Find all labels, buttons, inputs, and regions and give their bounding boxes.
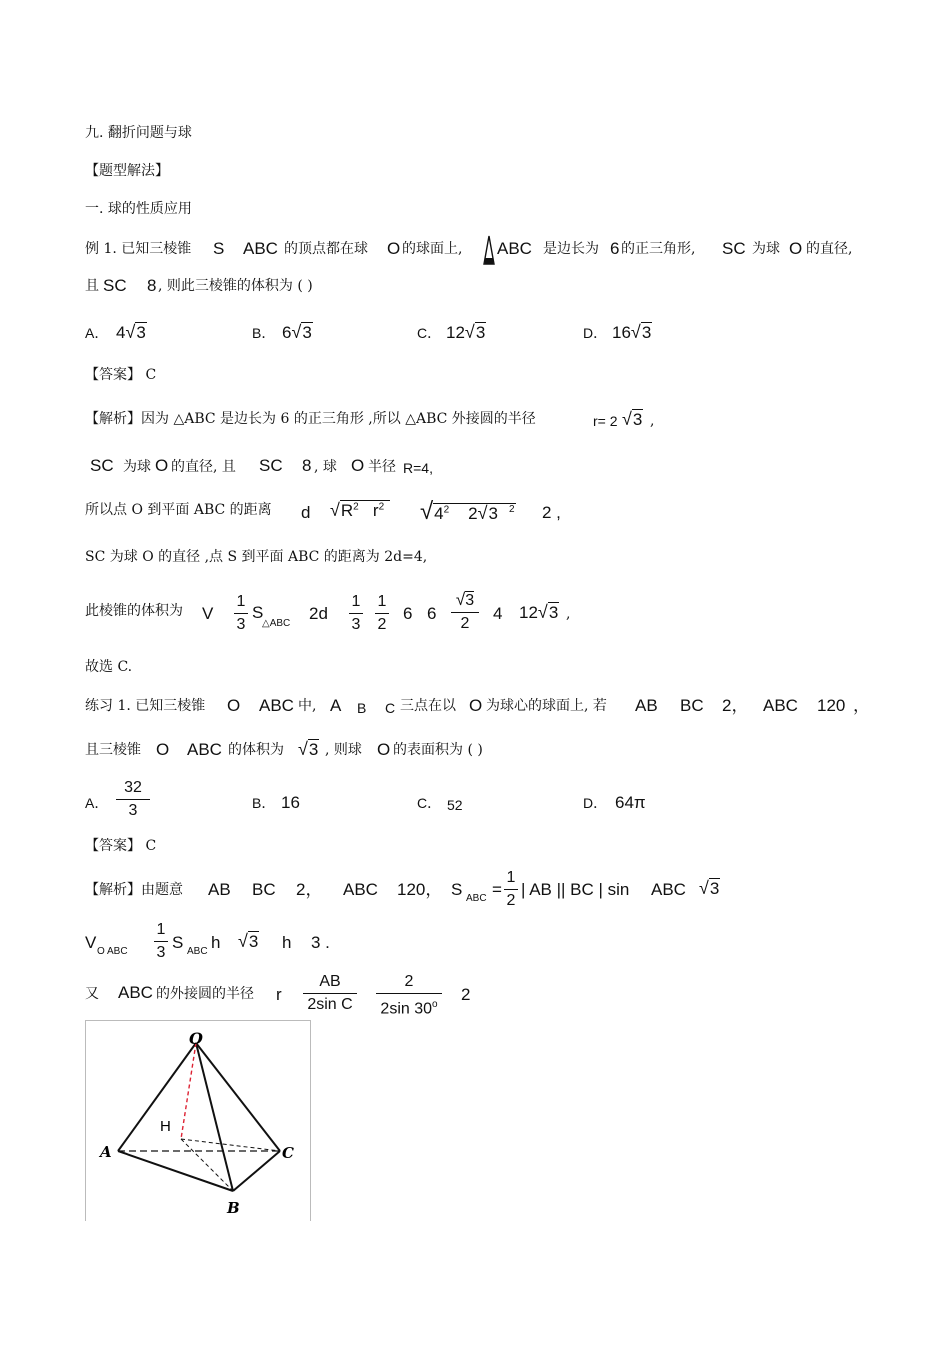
option-d-label: D．	[583, 325, 608, 341]
option-c-label: C．	[417, 325, 442, 341]
option-b-value: 6√3	[282, 322, 312, 342]
label-H: H	[160, 1118, 171, 1135]
practice1-answer: 【答案】 C	[85, 838, 157, 854]
option-c-value: 52	[447, 797, 463, 813]
option-b-label: B．	[252, 325, 276, 341]
option-d-label: D．	[583, 795, 608, 811]
tetrahedron-figure	[85, 1020, 311, 1221]
method-label: 【题型解法】	[85, 163, 169, 179]
altitude-OH	[181, 1043, 196, 1139]
option-a-label: A．	[85, 795, 109, 811]
segment-HB	[181, 1139, 233, 1191]
option-b-value: 16	[281, 793, 300, 812]
segment-HC	[181, 1139, 280, 1151]
option-a-value: 4√3	[116, 322, 146, 342]
subsection-title: 一. 球的性质应用	[85, 201, 192, 217]
example1-analysis-line4: SC 为球 O 的直径 ,点 S 到平面 ABC 的距离为 2d=4,	[85, 549, 428, 565]
label-A: A	[100, 1143, 112, 1161]
option-b-label: B．	[252, 795, 276, 811]
option-d-value: 16√3	[612, 322, 652, 342]
option-a-label: A．	[85, 325, 109, 341]
label-O: O	[189, 1029, 203, 1048]
option-a-value: 32 3	[116, 778, 150, 821]
option-c-value: 12√3	[446, 322, 486, 342]
tetrahedron-diagram	[86, 1021, 310, 1221]
label-B: B	[227, 1199, 240, 1217]
triangle-symbol-icon	[482, 234, 496, 266]
label-C: C	[282, 1144, 294, 1162]
section-title: 九. 翻折问题与球	[85, 125, 192, 141]
example1-choice: 故选 C.	[85, 659, 133, 675]
edge-AB	[118, 1151, 233, 1191]
edge-BC	[233, 1151, 280, 1191]
edge-OA	[118, 1043, 196, 1151]
option-d-value: 64π	[615, 793, 646, 812]
example1-answer: 【答案】 C	[85, 367, 157, 383]
option-c-label: C．	[417, 795, 442, 811]
